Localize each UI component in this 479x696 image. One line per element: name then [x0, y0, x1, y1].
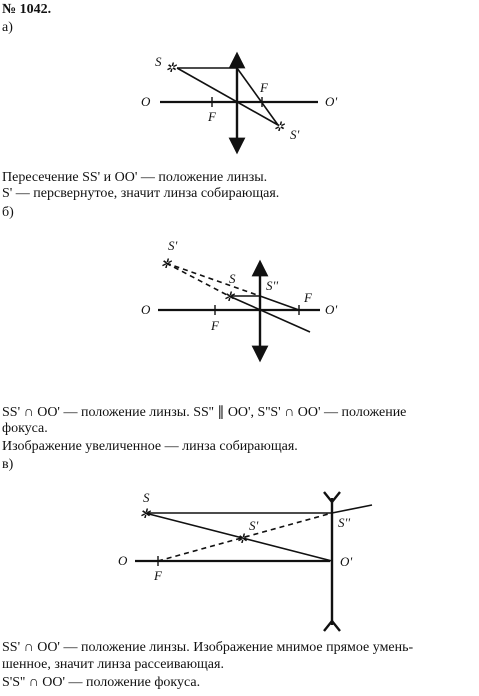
- part-c-line-2: шенное, значит линза рассеивающая.: [2, 657, 224, 672]
- diverging-lens-bottom-icon: [324, 621, 340, 631]
- label-s-a: S: [155, 54, 162, 69]
- label-f-b-right: F: [304, 290, 312, 305]
- star-icon: ✲: [139, 506, 151, 521]
- label-o-c: O: [118, 553, 128, 568]
- label-s-double-c: S'': [338, 515, 351, 530]
- label-s-b: S: [229, 271, 236, 286]
- label-s-prime-c: S': [249, 518, 259, 533]
- star-icon: ✲: [273, 119, 285, 134]
- star-icon: ✲: [236, 531, 248, 546]
- part-a-line-1: Пересечение SS' и OO' — положение линзы.: [2, 170, 268, 185]
- label-s-prime-b: S': [168, 238, 178, 253]
- label-f-a-right: F: [260, 80, 268, 95]
- label-o-b: O: [141, 302, 151, 317]
- ray-c-diverged: [332, 505, 372, 513]
- part-a-line-2: S' — персвернутое, значит линза собирающая.: [2, 186, 280, 201]
- part-a-label: а): [2, 20, 13, 35]
- part-b-line-1: SS' ∩ OO' — положение линзы. SS'' ∥ OO', S''S' ∩ OO' — положение: [2, 405, 407, 420]
- star-icon: ✲: [165, 60, 177, 75]
- label-f-c: F: [154, 568, 162, 583]
- label-s-c: S: [143, 490, 150, 505]
- label-s-double-b: S'': [266, 278, 279, 293]
- label-o-prime-a: O': [325, 94, 338, 109]
- part-b-line-3: Изображение увеличенное — линза собирающая.: [2, 439, 298, 454]
- diverging-lens-top-icon: [324, 492, 340, 502]
- part-c-label: в): [2, 457, 14, 472]
- star-icon: ✲: [160, 256, 172, 271]
- label-f-b-left: F: [211, 318, 219, 333]
- star-icon: ✲: [223, 289, 235, 304]
- part-c-line-1: SS' ∩ OO' — положение линзы. Изображение мнимое прямое умень-: [2, 640, 414, 655]
- label-o-prime-b: O': [325, 302, 338, 317]
- part-c-line-3: S'S'' ∩ OO' — положение фокуса.: [2, 675, 201, 690]
- problem-number: № 1042.: [2, 2, 52, 17]
- part-b-label: б): [2, 205, 14, 220]
- label-o-a: O: [141, 94, 151, 109]
- label-s-prime-a: S': [290, 127, 300, 142]
- part-b-line-2: фокуса.: [2, 421, 48, 436]
- label-o-prime-c: O': [340, 554, 353, 569]
- label-f-a-left: F: [208, 109, 216, 124]
